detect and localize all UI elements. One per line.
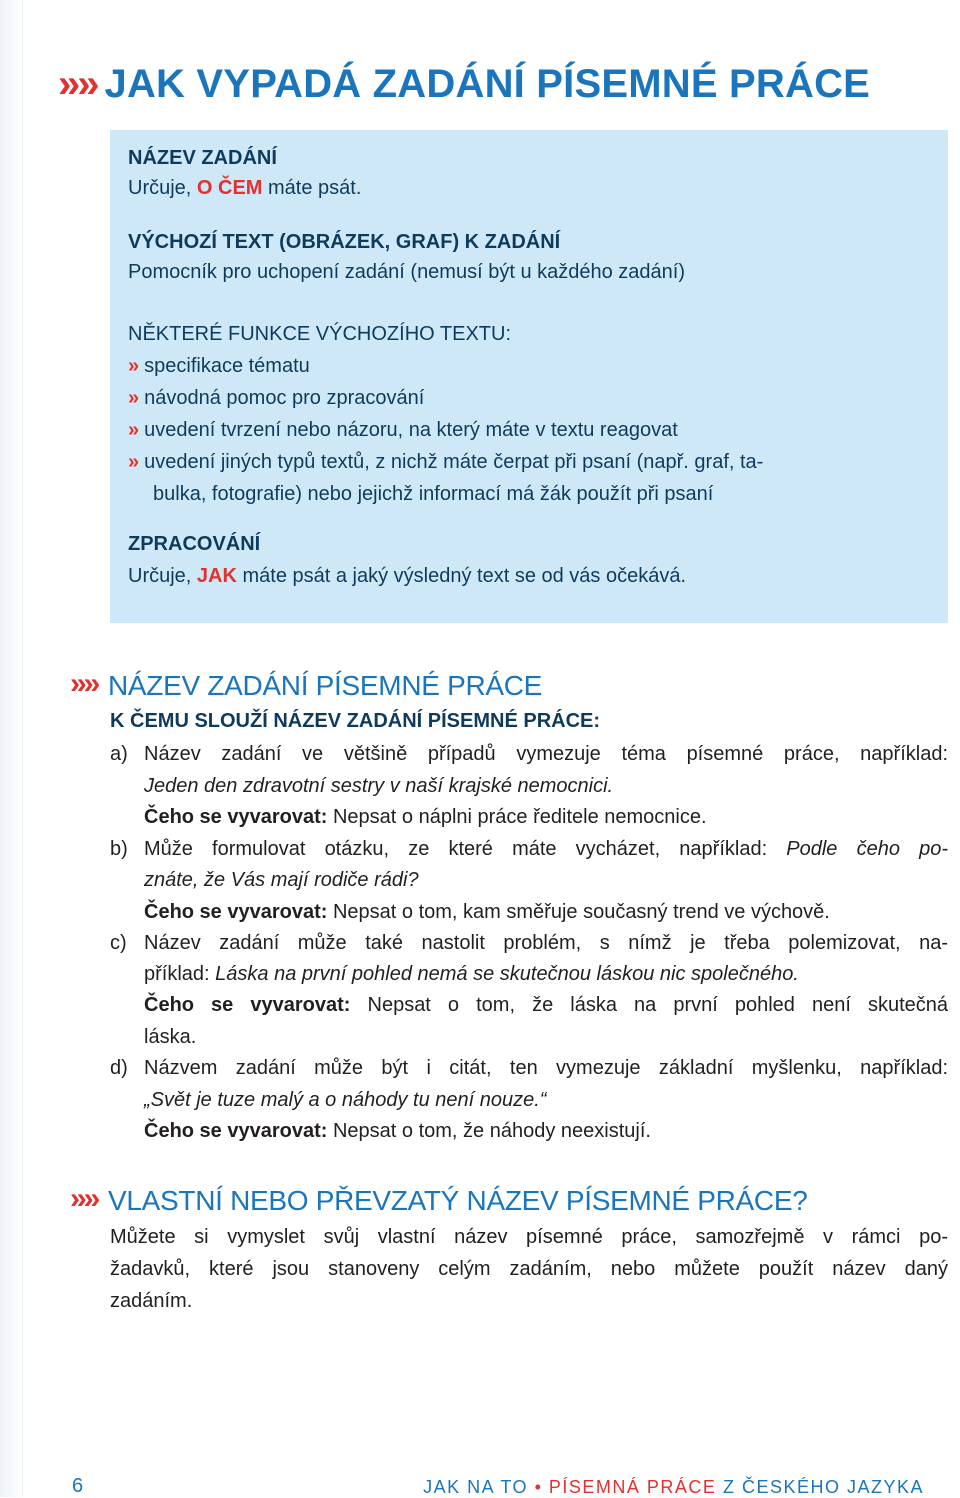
item-text: Může formulovat otázku, ze které máte vycházet, například: — [144, 838, 787, 860]
item-a-line — [110, 741, 948, 767]
nazev-text-part: Určuje, — [128, 177, 197, 199]
item-b-avoid — [144, 899, 948, 925]
item-c-avoid-continuation: láska. — [144, 1026, 197, 1048]
nazev-emphasis: O ČEM — [196, 177, 263, 199]
funkce-heading: NĚKTERÉ FUNKCE VÝCHOZÍHO TEXTU: — [128, 323, 512, 345]
item-a-avoid — [144, 804, 948, 830]
item-text: Název zadání ve většině případů vymezuje téma písemné práce, například: — [144, 743, 948, 765]
nazev-zadani-heading: NÁZEV ZADÁNÍ — [128, 147, 277, 169]
item-d-quote: „Svět je tuze malý a o náhody tu není nouze.“ — [144, 1089, 547, 1111]
funkce-item — [128, 354, 310, 378]
section-chevron-icon: »» — [70, 1182, 98, 1215]
item-letter: c) — [110, 932, 127, 954]
avoid-text: Nepsat o tom, že náhody neexistují. — [327, 1120, 651, 1142]
avoid-text: Nepsat o tom, kam směřuje současný trend ve výchově. — [327, 901, 830, 923]
footer-part: Z ČESKÉHO JAZYKA — [722, 1477, 924, 1497]
vychozi-text-heading: VÝCHOZÍ TEXT (OBRÁZEK, GRAF) K ZADÁNÍ — [128, 231, 561, 253]
funkce-item-text: specifikace tématu — [144, 355, 310, 377]
item-b-example: znáte, že Vás mají rodiče rádi? — [144, 869, 419, 891]
nazev-text-part: máte psát. — [262, 177, 362, 199]
vychozi-text-description: Pomocník pro uchopení zadání (nemusí být u každého zadání) — [128, 261, 686, 283]
avoid-text: Nepsat o náplni práce ředitele nemocnice. — [327, 806, 707, 828]
item-a-example: Jeden den zdravotní sestry v naší krajské nemocnici. — [144, 775, 614, 797]
item-d-avoid — [144, 1118, 948, 1144]
title-chevron-icon: »» — [58, 62, 97, 106]
funkce-item — [128, 450, 763, 474]
item-text: Názvem zadání může být i citát, ten vymezuje základní myšlenku, například: — [144, 1057, 948, 1079]
zprac-text-part: Určuje, — [128, 565, 197, 587]
item-text-italic: Podle čeho po- — [786, 838, 948, 860]
bullet-icon: » — [128, 355, 139, 377]
avoid-label: Čeho se vyvarovat: — [144, 806, 328, 828]
paragraph-line: zadáním. — [110, 1290, 193, 1312]
item-c-line — [110, 930, 948, 956]
section-title-vlastni — [70, 1182, 808, 1217]
avoid-label: Čeho se vyvarovat: — [144, 1120, 328, 1142]
footer-dot-icon: • — [534, 1477, 543, 1497]
bullet-icon: » — [128, 451, 139, 473]
section-subheading: K ČEMU SLOUŽÍ NÁZEV ZADÁNÍ PÍSEMNÉ PRÁCE: — [110, 710, 601, 732]
bullet-icon: » — [128, 387, 139, 409]
zprac-emphasis: JAK — [196, 565, 237, 587]
page-number: 6 — [72, 1475, 84, 1497]
funkce-item — [128, 418, 678, 442]
main-title — [58, 62, 870, 107]
funkce-item-text: uvedení tvrzení nebo názoru, na který máte v textu reagovat — [144, 419, 678, 441]
paragraph-line: Můžete si vymyslet svůj vlastní název písemné práce, samozřejmě v rámci po- — [110, 1226, 948, 1248]
zpracovani-text — [128, 564, 686, 588]
footer-part-accent: PÍSEMNÁ PRÁCE — [548, 1477, 717, 1497]
item-letter: b) — [110, 838, 128, 860]
section-title-text: NÁZEV ZADÁNÍ PÍSEMNÉ PRÁCE — [108, 670, 543, 701]
definition-box — [110, 130, 948, 623]
item-c-avoid — [144, 992, 948, 1018]
item-letter: a) — [110, 743, 128, 765]
avoid-label: Čeho se vyvarovat: — [144, 994, 351, 1016]
section-title-text: VLASTNÍ NEBO PŘEVZATÝ NÁZEV PÍSEMNÉ PRÁCE? — [108, 1185, 808, 1216]
funkce-item-text: návodná pomoc pro zpracování — [144, 387, 425, 409]
funkce-item-text: uvedení jiných typů textů, z nichž máte čerpat při psaní (např. graf, ta- — [144, 451, 764, 473]
nazev-zadani-text — [128, 176, 361, 200]
avoid-text: Nepsat o tom, že láska na první pohled není skutečná — [350, 994, 948, 1016]
page-edge-strip — [0, 0, 23, 1497]
bullet-icon: » — [128, 419, 139, 441]
paragraph-line: žadavků, které jsou stanoveny celým zadáním, nebo můžete použít název daný — [110, 1258, 948, 1280]
item-d-line — [110, 1055, 948, 1081]
footer-part: JAK NA TO — [423, 1477, 529, 1497]
funkce-item — [128, 386, 424, 410]
zpracovani-heading: ZPRACOVÁNÍ — [128, 533, 261, 555]
item-text-italic: Láska na první pohled nemá se skutečnou láskou nic společného. — [215, 963, 799, 985]
item-text: Název zadání může také nastolit problém, s nímž je třeba polemizovat, na- — [144, 932, 948, 954]
section-chevron-icon: »» — [70, 667, 98, 700]
main-title-text: JAK VYPADÁ ZADÁNÍ PÍSEMNÉ PRÁCE — [104, 62, 871, 106]
item-b-line — [110, 836, 948, 862]
funkce-item-continuation: bulka, fotografie) nebo jejichž informací má žák použít při psaní — [153, 483, 714, 505]
running-footer — [423, 1477, 924, 1498]
section-title-nazev — [70, 667, 543, 702]
item-c-example — [144, 961, 948, 987]
zprac-text-part: máte psát a jaký výsledný text se od vás očekává. — [236, 565, 687, 587]
item-letter: d) — [110, 1057, 128, 1079]
item-text: příklad: — [144, 963, 216, 985]
avoid-label: Čeho se vyvarovat: — [144, 901, 328, 923]
